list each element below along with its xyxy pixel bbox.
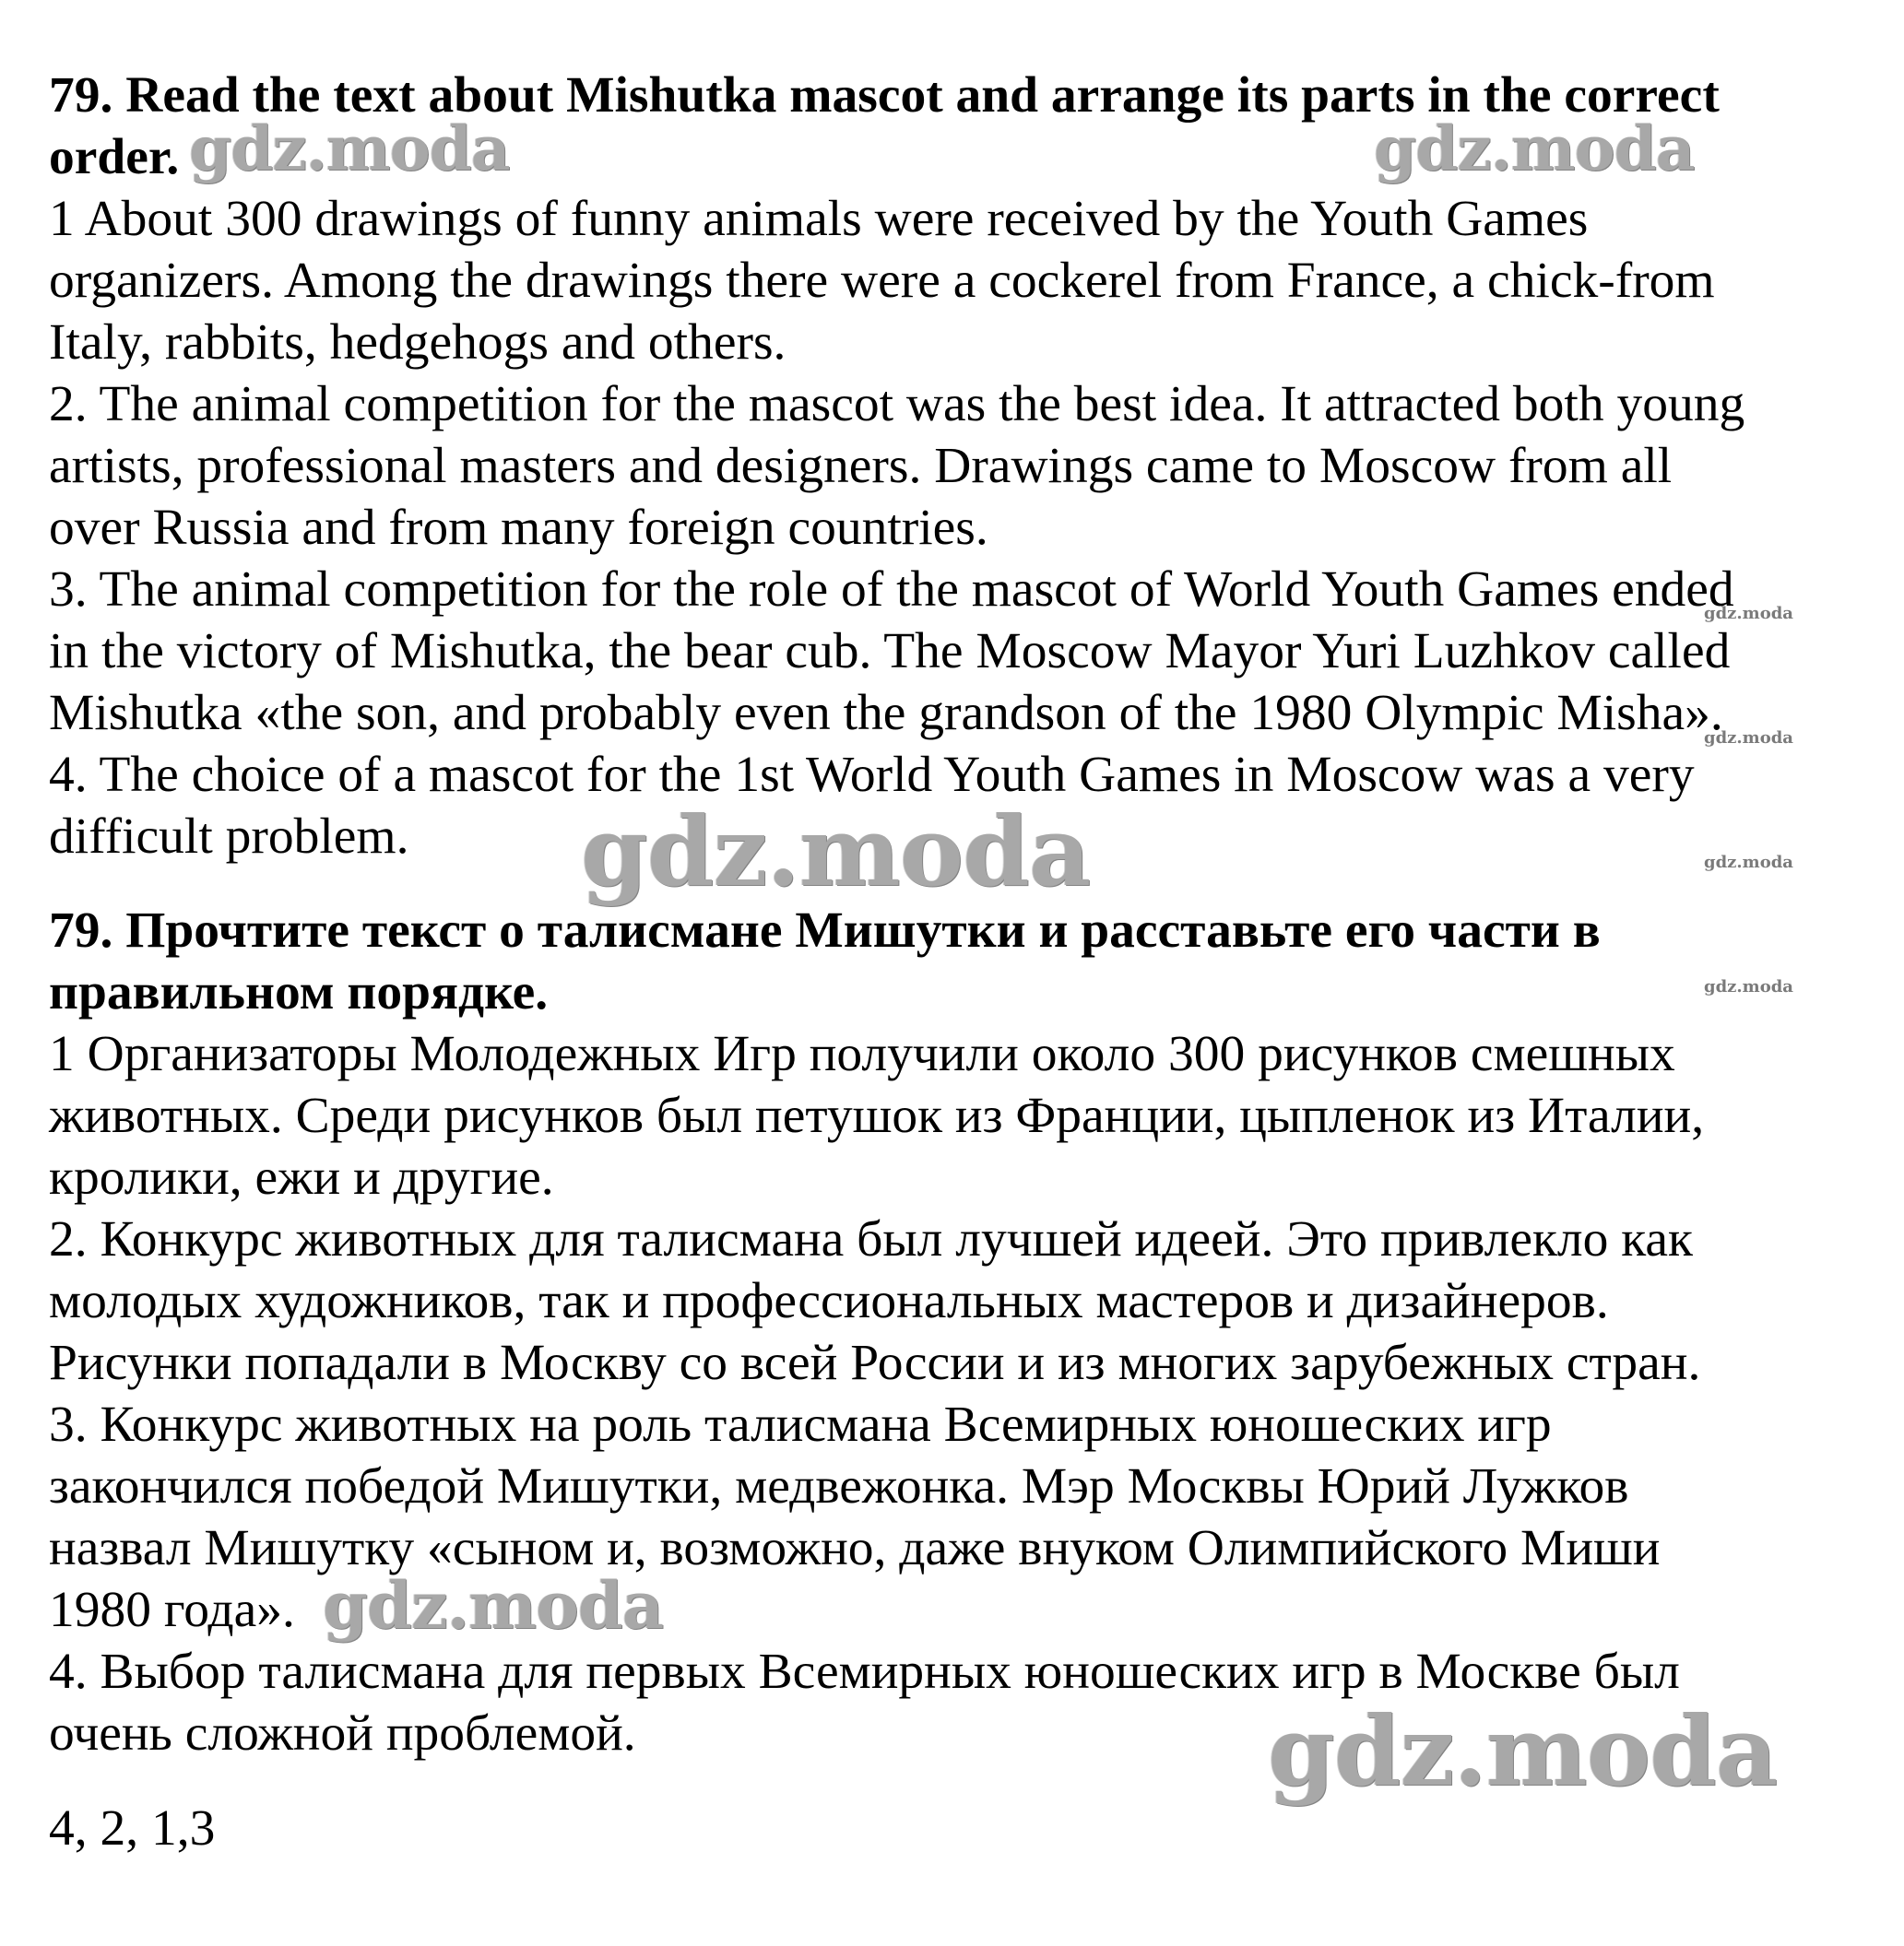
russian-paragraph-2: Рисунки попадали в Москву со всей России и из многих зарубежных стран.	[49, 1335, 1701, 1391]
watermark-small: gdz.moda	[1704, 977, 1793, 997]
watermark-logo: gdz.moda	[323, 1567, 664, 1644]
russian-task-title: 79. Прочтите текст о талисмане Мишутки и расставьте его части в	[49, 902, 1601, 959]
answer-text: 4, 2, 1,3	[49, 1800, 216, 1857]
english-task-title-cont: order.	[49, 129, 180, 185]
english-paragraph-2: over Russia and from many foreign countries.	[49, 500, 988, 556]
watermark-logo: gdz.moda	[189, 112, 510, 184]
english-paragraph-1: Italy, rabbits, hedgehogs and others.	[49, 314, 786, 371]
russian-paragraph-1: 1 Организаторы Молодежных Игр получили около 300 рисунков смешных	[49, 1026, 1675, 1082]
russian-paragraph-3: закончился победой Мишутки, медвежонка. Мэр Москвы Юрий Лужков	[49, 1458, 1629, 1515]
english-paragraph-4: difficult problem.	[49, 808, 409, 865]
english-task-title: 79. Read the text about Mishutka mascot and arrange its parts in the correct	[49, 67, 1720, 124]
russian-paragraph-4: 4. Выбор талисмана для первых Всемирных юношеских игр в Москве был	[49, 1644, 1680, 1700]
watermark-logo: gdz.moda	[1268, 1694, 1778, 1808]
russian-paragraph-4: очень сложной проблемой.	[49, 1705, 636, 1762]
watermark-small: gdz.moda	[1704, 853, 1793, 872]
english-paragraph-3: 3. The animal competition for the role of the mascot of World Youth Games ended	[49, 561, 1734, 618]
russian-paragraph-1: кролики, ежи и другие.	[49, 1150, 554, 1206]
english-paragraph-2: artists, professional masters and designers. Drawings came to Moscow from all	[49, 438, 1673, 494]
english-paragraph-3: in the victory of Mishutka, the bear cub. The Moscow Mayor Yuri Luzhkov called	[49, 623, 1731, 679]
russian-paragraph-3: 3. Конкурс животных на роль талисмана Всемирных юношеских игр	[49, 1397, 1552, 1453]
english-paragraph-4: 4. The choice of a mascot for the 1st World Youth Games in Moscow was a very	[49, 747, 1695, 803]
russian-paragraph-2: молодых художников, так и профессиональных мастеров и дизайнеров.	[49, 1273, 1609, 1329]
watermark-logo: gdz.moda	[1374, 112, 1695, 184]
watermark-logo: gdz.moda	[581, 795, 1091, 908]
english-paragraph-1: organizers. Among the drawings there were a cockerel from France, a chick-from	[49, 253, 1715, 309]
english-paragraph-1: 1 About 300 drawings of funny animals were received by the Youth Games	[49, 191, 1589, 247]
english-paragraph-3: Mishutka «the son, and probably even the grandson of the 1980 Olympic Misha».	[49, 685, 1723, 741]
russian-paragraph-1: животных. Среди рисунков был петушок из Франции, цыпленок из Италии,	[49, 1088, 1705, 1144]
english-paragraph-2: 2. The animal competition for the mascot was the best idea. It attracted both young	[49, 376, 1745, 432]
russian-paragraph-2: 2. Конкурс животных для талисмана был лучшей идеей. Это привлекло как	[49, 1211, 1693, 1268]
watermark-small: gdz.moda	[1704, 728, 1793, 748]
watermark-small: gdz.moda	[1704, 604, 1793, 623]
russian-paragraph-3: назвал Мишутку «сыном и, возможно, даже внуком Олимпийского Миши	[49, 1520, 1661, 1576]
russian-paragraph-3: 1980 года».	[49, 1582, 295, 1638]
russian-task-title-cont: правильном порядке.	[49, 964, 549, 1020]
